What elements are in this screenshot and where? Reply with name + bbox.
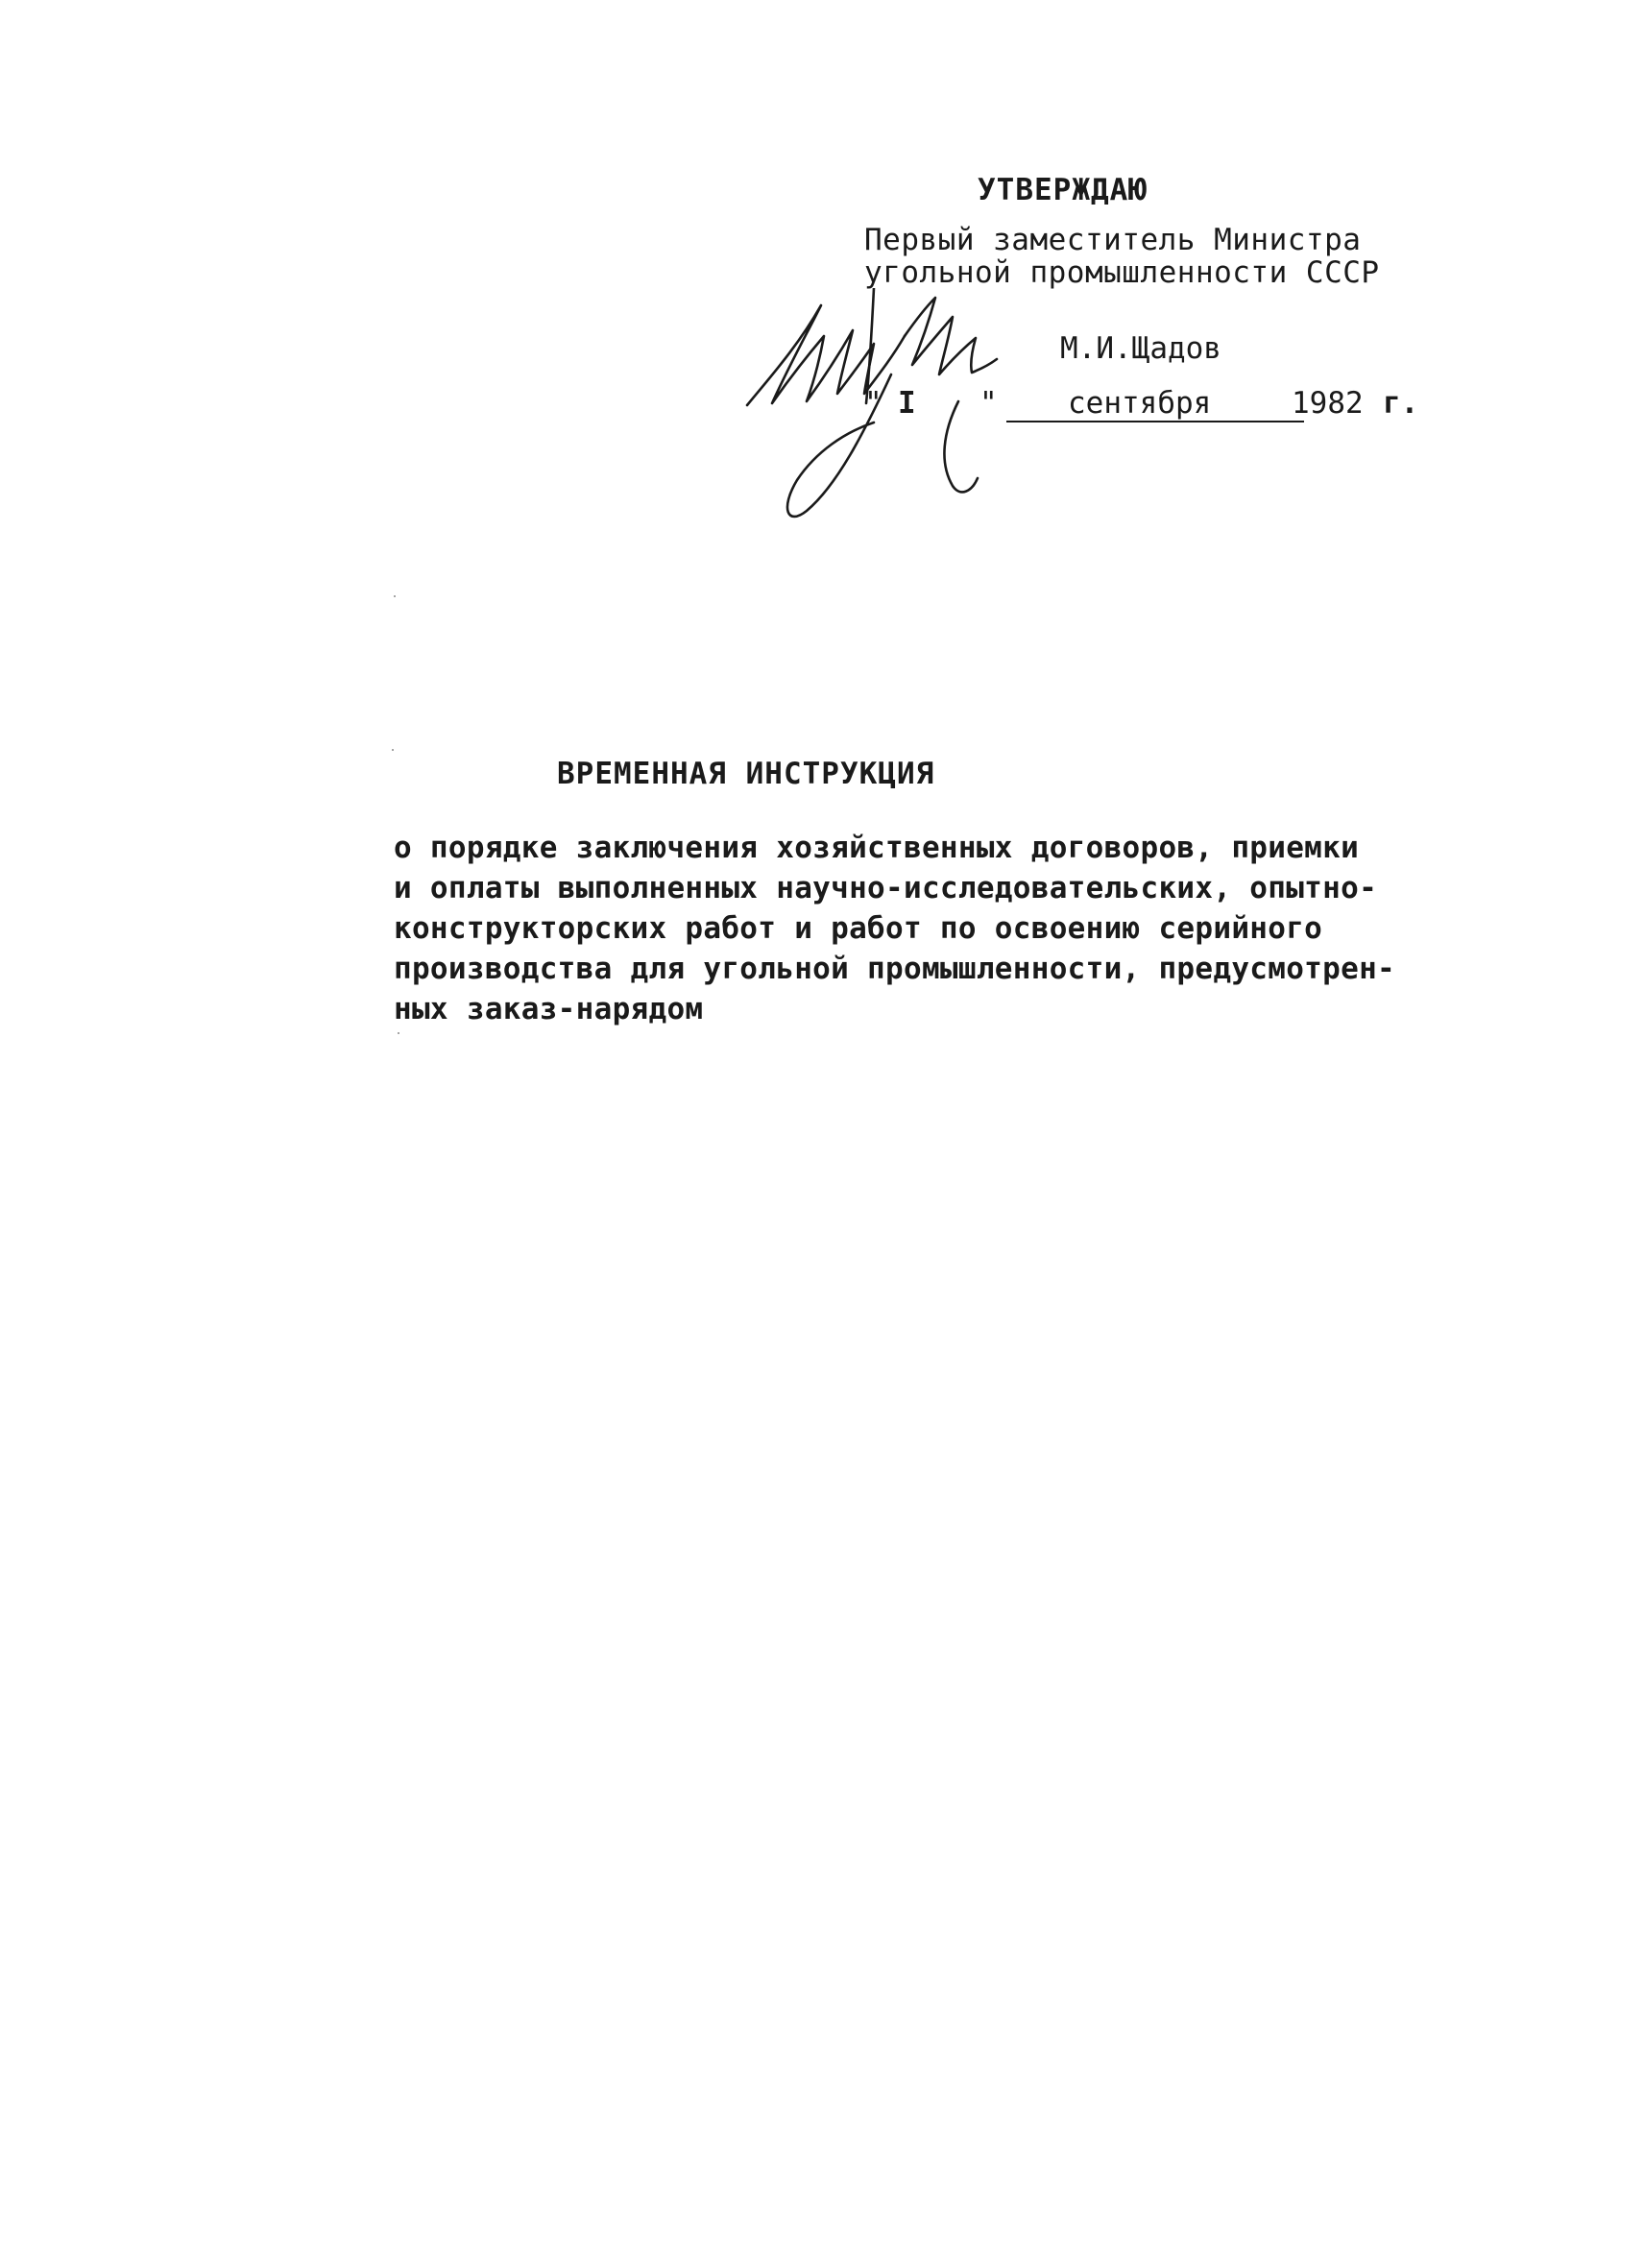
subtitle-line-1: о порядке заключения хозяйственных договоров, приемки: [394, 831, 1360, 865]
date-suffix: г.: [1383, 386, 1419, 421]
scan-speck: [392, 749, 394, 751]
approver-position-line-1: Первый заместитель Министра: [864, 223, 1362, 257]
subtitle-line-3: конструкторских работ и работ по освоению серийного: [394, 911, 1323, 946]
document-title: ВРЕМЕННАЯ ИНСТРУКЦИЯ: [557, 757, 935, 791]
approver-position-line-2: угольной промышленности СССР: [864, 255, 1380, 290]
subtitle-line-5: ных заказ-нарядом: [394, 992, 704, 1026]
scan-speck: [398, 1032, 399, 1034]
approver-name: М.И.Щадов: [1060, 331, 1221, 366]
subtitle-line-4: производства для угольной промышленности, предусмотрен-: [394, 952, 1395, 986]
date-year: 1982: [1292, 386, 1364, 421]
approval-title: УТВЕРЖДАЮ: [978, 173, 1148, 207]
document-subtitle: [394, 828, 1498, 1029]
date-day: I: [898, 386, 916, 421]
date-month: сентября: [1068, 386, 1212, 421]
date-close-quote: ": [979, 386, 998, 421]
subtitle-line-2: и оплаты выполненных научно-исследовательских, опытно-: [394, 871, 1378, 905]
date-open-quote: ": [864, 386, 882, 421]
scan-speck: [394, 595, 396, 597]
handwritten-signature: [730, 288, 1076, 528]
